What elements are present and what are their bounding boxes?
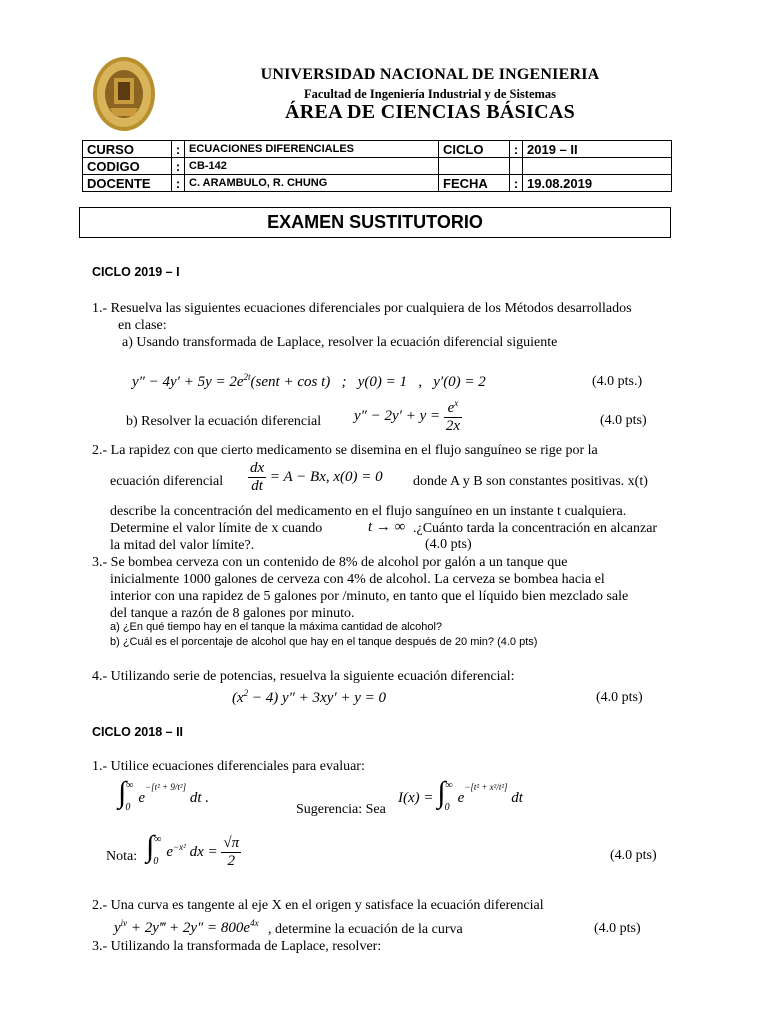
university-name: UNIVERSIDAD NACIONAL DE INGENIERIA [260,66,600,83]
question-text: donde A y B son constantes positivas. x(t) [413,474,648,489]
points: (4.0 pts.) [592,374,643,389]
question-text: a) Usando transformada de Laplace, resolver la ecuación diferencial siguiente [122,335,558,350]
points: (4.0 pts) [600,413,647,428]
question-text: 3.- Se bombea cerveza con un contenido de 8% de alcohol por galón a un tanque que [92,555,568,570]
faculty-name: Facultad de Ingeniería Industrial y de Sistemas [303,87,557,101]
question-text: Determine el valor límite de x cuando [110,521,323,536]
course-info-table [82,140,672,192]
question-text: describe la concentración del medicamento en el flujo sanguíneo en un instante t cualquiera. [110,504,627,519]
points: (4.0 pts) [596,690,643,705]
fecha-label: FECHA [439,175,510,192]
points: (4.0 pts) [594,921,641,936]
question-text: 2.- La rapidez con que cierto medicamento se disemina en el flujo sanguíneo se rige por la [92,443,598,458]
equation: $\int^\infty_0e^{-x^2}$ dx = $\frac{√\pi}{2}$ [146,830,240,870]
question-text: Sugerencia: Sea [296,802,386,817]
equation: $y^{iv}$ + 2y‴ + $2y'' = 800e^{4x}$ [114,918,259,936]
question-text: inicialmente 1000 galones de cerveza con 4% de alcohol. La cerveza se bombea hacia el [110,572,605,587]
equation: y″ − 2y′ + y = $\frac{e^x}{2x}$ [354,398,461,434]
colon: : [510,175,523,192]
equation: $\int^\infty_0e^{-[t^2 + 9/t^2]}$ dt . [118,776,210,813]
cycle-title: CICLO 2019 – I [92,265,180,279]
question-text: interior con una rapidez de 5 galones por /minuto, en tanto que el líquido bien mezclado sale [110,589,629,604]
curso-value: ECUACIONES DIFERENCIALES [185,141,439,158]
question-text: 1.- Utilice ecuaciones diferenciales para evaluar: [92,759,365,774]
cycle-title: CICLO 2018 – II [92,725,184,739]
question-text: b) ¿Cuál es el porcentaje de alcohol que hay en el tanque después de 20 min? (4.0 pts) [110,636,538,648]
colon: : [172,141,185,158]
question-text: en clase: [118,318,167,333]
equation: $(x^2 - 4) y'' + 3xy' + y = 0$ [232,688,387,706]
codigo-label: CODIGO [83,158,172,175]
ciclo-value: 2019 – II [523,141,672,158]
question-text: Nota: [106,849,138,864]
question-text: ecuación diferencial [110,474,224,489]
question-text: .¿Cuánto tarda la concentración en alcanzar [413,521,658,536]
equation: $y'' - 4y' + 5y = 2e^{2t}(sent + \cos t)$ ; y(0) = 1 , y′(0) = 2 [132,372,486,390]
question-text: b) Resolver la ecuación diferencial [126,414,322,429]
question-text: , determine la ecuación de la curva [268,922,463,937]
fecha-value: 19.08.2019 [523,175,672,192]
colon: : [172,158,185,175]
question-text: a) ¿En qué tiempo hay en el tanque la máxima cantidad de alcohol? [110,621,443,633]
docente-label: DOCENTE [83,175,172,192]
points: (4.0 pts) [425,537,472,552]
question-text: 1.- Resuelva las siguientes ecuaciones diferenciales por cualquiera de los Métodos desarrollados [92,301,632,316]
equation: t → ∞ [368,519,406,535]
area-name: ÁREA DE CIENCIAS BÁSICAS [284,101,576,123]
question-text: del tanque a razón de 8 galones por minuto. [110,606,355,621]
points: (4.0 pts) [610,848,657,863]
exam-title: EXAMEN SUSTITUTORIO [79,207,671,238]
colon: : [172,175,185,192]
equation: $\frac{dx}{dt}$ = A − Bx, x(0) = 0 [250,460,383,494]
docente-value: C. ARAMBULO, R. CHUNG [185,175,439,192]
equation: $I(x) = \int^\infty_0e^{-[t^2 + x^2/t^2]}$ dt [398,776,523,813]
question-text: la mitad del valor límite?. [110,538,255,553]
question-text: 3.- Utilizando la transformada de Laplace, resolver: [92,939,382,954]
question-text: 2.- Una curva es tangente al eje X en el origen y satisface la ecuación diferencial [92,898,544,913]
colon: : [510,141,523,158]
curso-label: CURSO [83,141,172,158]
ciclo-label: CICLO [439,141,510,158]
question-text: 4.- Utilizando serie de potencias, resuelva la siguiente ecuación diferencial: [92,669,515,684]
codigo-value: CB-142 [185,158,439,175]
